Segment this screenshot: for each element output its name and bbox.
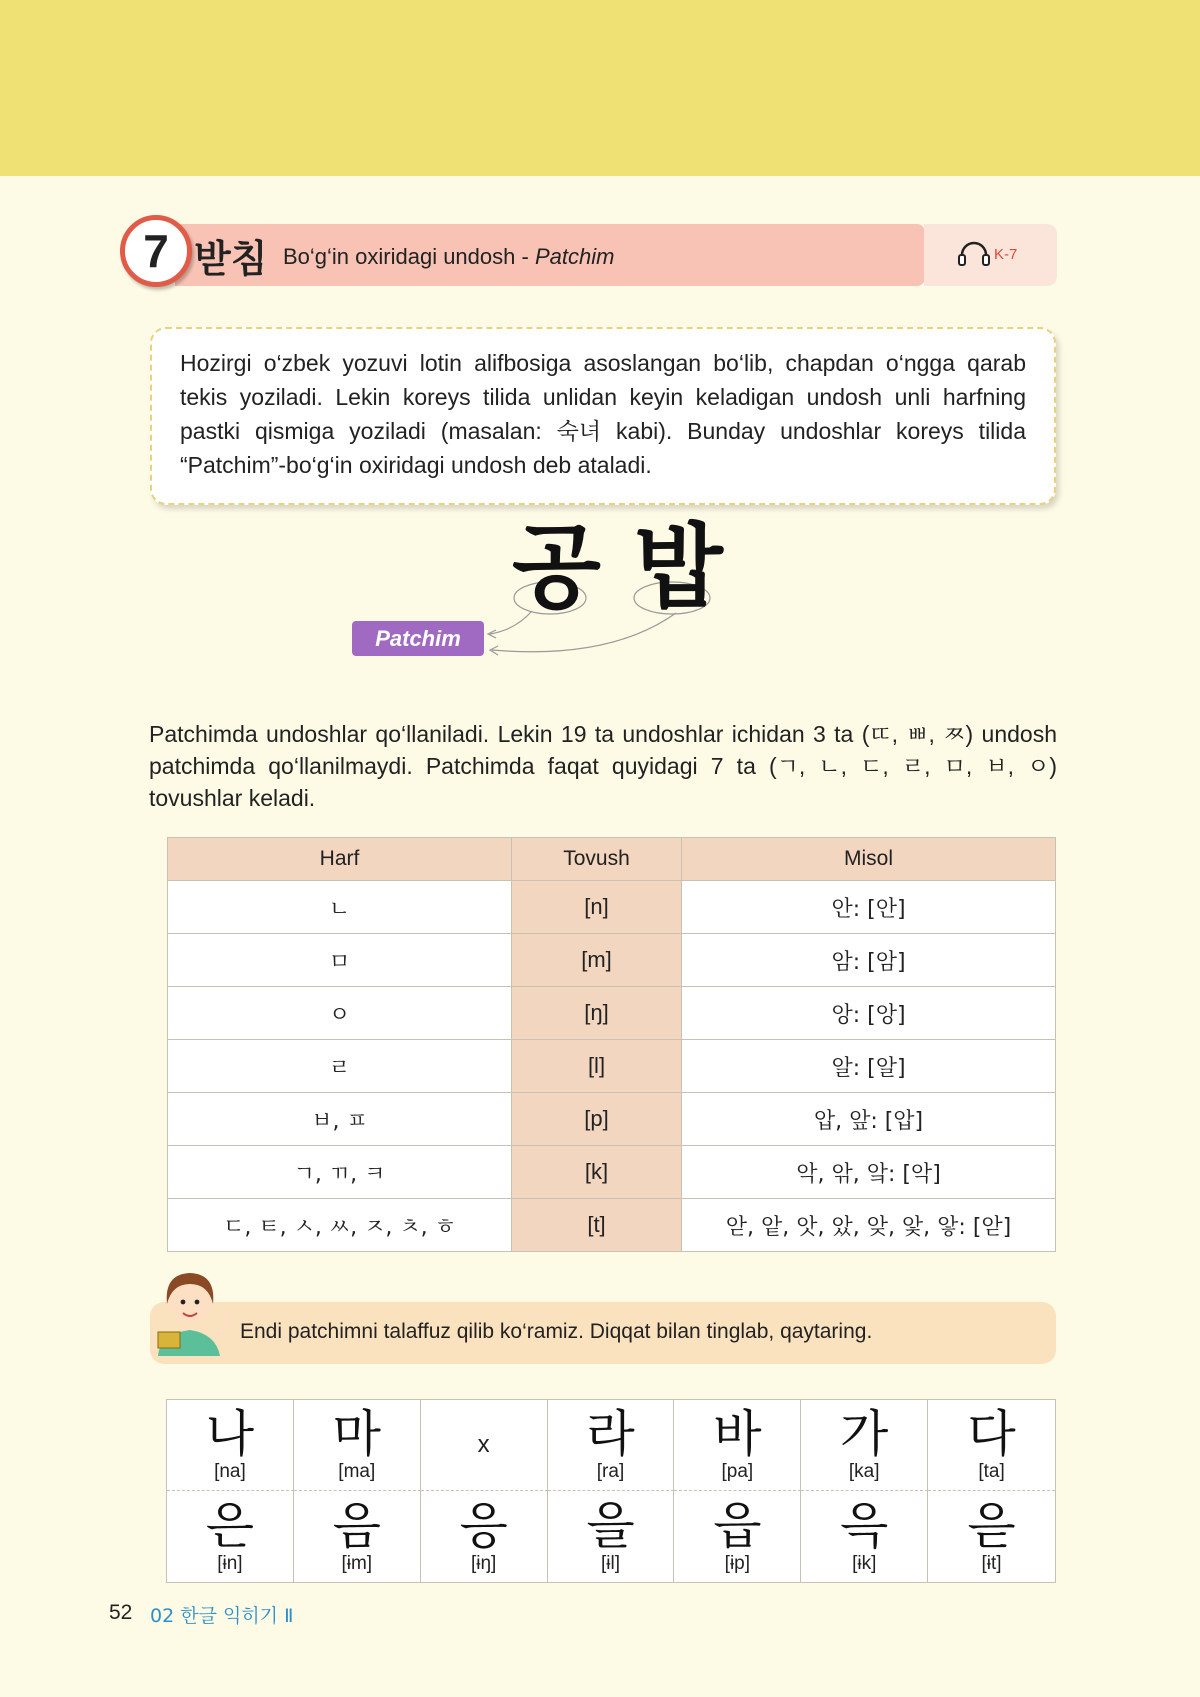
header-harf: Harf [168, 838, 512, 881]
cell-sound: [m] [512, 934, 682, 987]
romanization: [ka] [848, 1461, 880, 1482]
cell-example: 악, 앆, 앜: [악] [682, 1146, 1056, 1199]
syllable: 읍 [713, 1496, 762, 1555]
table-row [168, 1199, 1056, 1252]
patchim-tag: Patchim [352, 621, 484, 656]
cell-sound: [l] [512, 1040, 682, 1093]
syllable: 가 [840, 1405, 889, 1463]
header-misol: Misol [682, 838, 1056, 881]
explanation-paragraph: Patchimda undoshlar qo‘llaniladi. Lekin 19 ta undoshlar ichidan 3 ta (ㄸ, ㅃ, ㅉ) undosh patchimda qo‘llanilmaydi. Patchimda faqat quyidagi 7 ta (ㄱ, ㄴ, ㄷ, ㄹ, ㅁ, ㅂ, ㅇ) tovushlar keladi. [149, 721, 1057, 811]
romanization: [ra] [596, 1461, 625, 1482]
cell-example: 앋, 앝, 앗, 았, 앚, 앛, 앟: [앋] [682, 1199, 1056, 1252]
syllable-cell [801, 1491, 928, 1582]
patchim-table [167, 837, 1056, 1252]
syllable-cell-empty [421, 1400, 548, 1491]
table-row [168, 1146, 1056, 1199]
syllable-cell [801, 1400, 928, 1491]
romanization: [ɨk] [852, 1552, 877, 1574]
cell-example: 압, 앞: [압] [682, 1093, 1056, 1146]
syllable: 음 [332, 1496, 381, 1555]
cell-example: 암: [암] [682, 934, 1056, 987]
syllable-cell [421, 1491, 548, 1582]
syllable-cell [294, 1491, 421, 1582]
syllable: 윽 [840, 1496, 889, 1555]
syllable-cell [674, 1491, 801, 1582]
section-subtitle-emphasis: Patchim [534, 244, 615, 269]
cell-sound: [k] [512, 1146, 682, 1199]
table-row [168, 1093, 1056, 1146]
cell-sound: [p] [512, 1093, 682, 1146]
table-header-row [168, 838, 1056, 881]
syllable: 응 [459, 1496, 508, 1555]
romanization: [ɨl] [600, 1552, 620, 1574]
cell-sound: [n] [512, 881, 682, 934]
cell-example: 안: [안] [682, 881, 1056, 934]
cell-letter: ㅂ, ㅍ [168, 1093, 512, 1146]
cell-example: 앙: [앙] [682, 987, 1056, 1040]
cell-example: 알: [알] [682, 1040, 1056, 1093]
syllable: 을 [586, 1496, 635, 1555]
romanization: [ɨn] [217, 1552, 243, 1574]
section-title: 받침 [194, 237, 268, 281]
syllable: 읃 [967, 1496, 1016, 1555]
cell-letter: ㄴ [168, 881, 512, 934]
romanization: [ɨp] [724, 1552, 751, 1574]
cell-letter: ㅇ [168, 987, 512, 1040]
audio-track-label[interactable]: K-7 [994, 246, 1018, 263]
empty-marker: x [477, 1431, 490, 1458]
section-subtitle-text: Bo‘g‘in oxiridagi undosh - [283, 244, 535, 269]
romanization: [ɨm] [341, 1552, 373, 1574]
table-row [168, 1040, 1056, 1093]
syllable-cell [167, 1491, 294, 1582]
cell-letter: ㅁ [168, 934, 512, 987]
cell-letter: ㄷ, ㅌ, ㅅ, ㅆ, ㅈ, ㅊ, ㅎ [168, 1199, 512, 1252]
table-row [168, 934, 1056, 987]
table-row [168, 987, 1056, 1040]
romanization: [ma] [338, 1461, 376, 1482]
instruction-text: Endi patchimni talaffuz qilib ko‘ramiz. Diqqat bilan tinglab, qaytaring. [240, 1320, 873, 1343]
syllable: 은 [205, 1496, 255, 1555]
example-word-bap: 밥 [634, 514, 723, 621]
section-number-badge: 7 [120, 215, 192, 287]
syllable: 나 [205, 1405, 255, 1463]
syllable-cell [548, 1400, 675, 1491]
romanization: [ta] [978, 1461, 1005, 1482]
syllable: 바 [713, 1405, 762, 1463]
romanization: [na] [214, 1461, 246, 1482]
intro-text: Hozirgi o‘zbek yozuvi lotin alifbosiga asoslangan bo‘lib, chapdan o‘ngga qarab tekis yoziladi. Lekin koreys tilida unlidan keyin keladigan undosh unli harfning pastki qismiga yoziladi (masalan: 숙녀 kabi). Bunday undoshlar koreys tilida “Patchim”-bo‘g‘in oxiridagi undosh deb ataladi. [180, 350, 1026, 478]
syllable-cell [167, 1400, 294, 1491]
cell-sound: [ŋ] [512, 987, 682, 1040]
syllable: 다 [967, 1405, 1016, 1463]
syllable-cell [548, 1491, 675, 1582]
syllable-cell [294, 1400, 421, 1491]
example-word-gong: 공 [512, 514, 601, 621]
header-tovush: Tovush [512, 838, 682, 881]
cell-letter: ㄱ, ㄲ, ㅋ [168, 1146, 512, 1199]
syllable-cell [928, 1400, 1055, 1491]
syllable: 마 [332, 1405, 381, 1463]
chapter-label: 02 한글 익히기 Ⅱ [150, 1605, 294, 1627]
romanization: [ɨt] [981, 1552, 1002, 1574]
table-row [168, 881, 1056, 934]
syllable-cell [674, 1400, 801, 1491]
syllable: 라 [586, 1405, 635, 1463]
teacher-illustration [150, 1260, 236, 1364]
cell-sound: [t] [512, 1199, 682, 1252]
syllable-grid [166, 1399, 1056, 1583]
romanization: [pa] [721, 1461, 754, 1482]
page-number: 52 [109, 1601, 133, 1624]
syllable-cell [928, 1491, 1055, 1582]
romanization: [ɨŋ] [470, 1552, 497, 1574]
cell-letter: ㄹ [168, 1040, 512, 1093]
